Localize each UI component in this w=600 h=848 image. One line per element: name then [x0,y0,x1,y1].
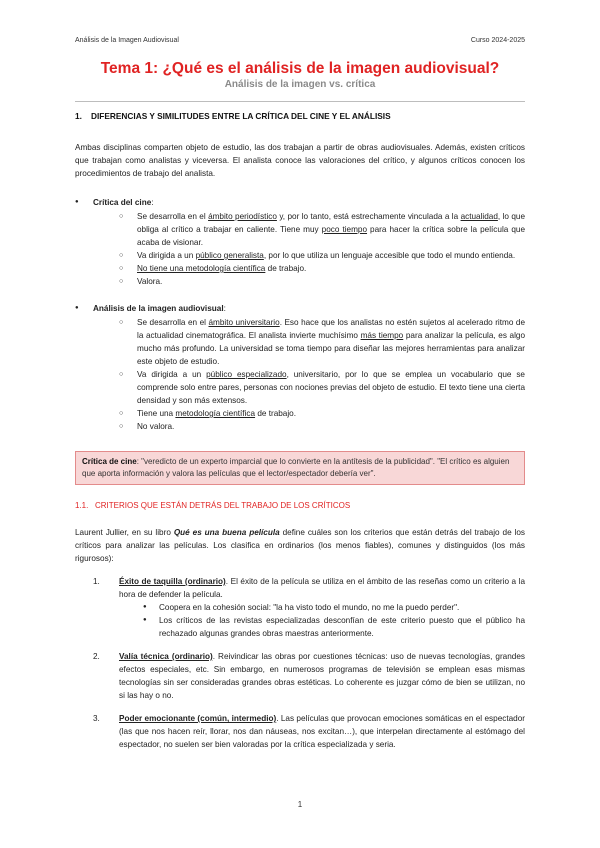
criterion-2: 2. Valía técnica (ordinario). Reivindicar las obras por cuestiones técnicas: uso de nuevas tecnologías, grandes efectos especiales, etc. Sin embargo, en numerosos programas de televisión se emplean esas mismas tecnologías sin ser consideradas grandes obras estéticas. Lo coherente es juzgar cómo de bien se utilizan, no si las hay o no. [93,652,525,700]
criterion-1: 1. Éxito de taquilla (ordinario). El éxito de la película se utiliza en el ámbito de las reseñas como un criterio a la hora de defender la película. ● Coopera en la cohesión social: "la ha visto todo el mundo, no me la puedo perder". ● Los críticos de las revistas especializadas desconfían de este criterio puesto que el público ha rechazado algunas grandes obras maestras anteriormente. [75,575,525,640]
section-1-1-number: 1.1. [75,501,89,510]
page-number: 1 [297,800,303,809]
critica-label: Crítica del cine [93,198,152,207]
list-item-analisis: ● Análisis de la imagen audiovisual: ○ Se desarrolla en el ámbito universitario. Eso hace que los analistas no estén sujetos al acelerado ritmo de la actualidad cinematográfica. El analista invierte muchísimo más tiempo para analizar la película, es algo mucho más profundo. La universidad se toma tiempo para diseñar las mejores herramientas para analizar este objeto de estudio. ○ Va dirigida a un público especializado, universitario, por lo que se emplea un vocabulario que se comprende solo entre pares, personas con nociones previas del objeto de estudio. El texto tiene una cierta densidad y son más extensos. ○ Tiene una metodología científica de trabajo. ○ No valora. [75,302,525,433]
book-title: Qué es una buena película [173,528,280,537]
header-academic-year: Curso 2024-2025 [470,37,525,44]
criteria-list [75,575,525,751]
definition-callout [75,451,525,485]
section-1-number: 1. [75,111,82,121]
header-course-name: Análisis de la Imagen Audiovisual [75,37,179,44]
page-title: Tema 1: ¿Qué es el análisis de la imagen audiovisual? [100,60,500,77]
page-subtitle: Análisis de la imagen vs. crítica [224,79,376,90]
title-divider [75,101,525,102]
callout-label: Crítica de cine [82,457,137,466]
analisis-label: Análisis de la imagen audiovisual [93,304,224,313]
section-1-1-heading [75,499,525,512]
critica-point-3: ○ No tiene una metodología científica de trabajo. [93,262,525,275]
analisis-point-4: ○ No valora. [93,420,525,433]
list-item-critica: ● Crítica del cine: ○ Se desarrolla en el ámbito periodístico y, por lo tanto, está estrechamente vinculada a la actualidad, lo que obliga al crítico a trabajar en caliente. Tiene muy poco tiempo para hacer la crítica sobre la película que acaba de visionar. ○ Va dirigida a un público generalista, por lo que utiliza un lenguaje accesible que todo el mundo entienda. ○ No tiene una metodología científica de trabajo. ○ Valora. [75,196,525,288]
section-1-intro: Ambas disciplinas comparten objeto de estudio, las dos trabajan a partir de obras audiovisuales. Además, existen críticos que trabajan como analistas y viceversa. El analista conoce las valoraciones del crítico, y algunos críticos conocen los procedimientos de trabajo del analista. [75,143,525,178]
criterion-1-sub-2: ● Los críticos de las revistas especializadas desconfían de este criterio puesto que el público ha rechazado algunas grandes obras maestras anteriormente. [119,614,525,640]
section-1-heading [75,110,525,123]
section-1-1-intro: Laurent Jullier, en su libro Qué es una buena película define cuáles son los criterios que están detrás del trabajo de los críticos para analizar las películas. Los clasifica en ordinarios (los menos fiables), comunes y distinguidos (los más rigurosos): [75,528,526,563]
section-1-title: DIFERENCIAS Y SIMILITUDES ENTRE LA CRÍTICA DEL CINE Y EL ANÁLISIS [91,111,391,121]
comparison-list [75,196,525,433]
criterion-1-sub-1: ● Coopera en la cohesión social: "la ha visto todo el mundo, no me la puedo perder". [119,601,525,614]
critica-point-1: ○ Se desarrolla en el ámbito periodístico y, por lo tanto, está estrechamente vinculada a la actualidad, lo que obliga al crítico a trabajar en caliente. Tiene muy poco tiempo para hacer la crítica sobre la película que acaba de visionar. [93,210,525,249]
criterion-3: 3. Poder emocionante (común, intermedio). Las películas que provocan emociones somáticas en el espectador (las que nos hacen reír, llorar, nos dan náuseas, nos excitan…), que interpelan directamente al estómago del espectador, no suelen ser bien valoradas por la crítica especializada y seria. [93,714,525,749]
analisis-point-3: ○ Tiene una metodología científica de trabajo. [93,407,525,420]
section-1-1-title: CRITERIOS QUE ESTÁN DETRÁS DEL TRABAJO DE LOS CRÍTICOS [95,501,351,510]
critica-point-2: ○ Va dirigida a un público generalista, por lo que utiliza un lenguaje accesible que todo el mundo entienda. [93,249,525,262]
critica-point-4: ○ Valora. [93,275,525,288]
callout-text: : "veredicto de un experto imparcial que lo convierte en la antítesis de la publicidad". "El crítico es alguien que aporta información y valora las películas que el lector/espectador debería ver". [82,457,510,478]
main-content [75,110,525,761]
analisis-point-1: ○ Se desarrolla en el ámbito universitario. Eso hace que los analistas no estén sujetos al acelerado ritmo de la actualidad cinematográfica. El analista invierte muchísimo más tiempo para analizar la película, es algo mucho más profundo. La universidad se toma tiempo para diseñar las mejores herramientas para analizar este objeto de estudio. [93,316,525,368]
analisis-point-2: ○ Va dirigida a un público especializado, universitario, por lo que se emplea un vocabulario que se comprende solo entre pares, personas con nociones previas del objeto de estudio. El texto tiene una cierta densidad y son más extensos. [93,368,525,407]
